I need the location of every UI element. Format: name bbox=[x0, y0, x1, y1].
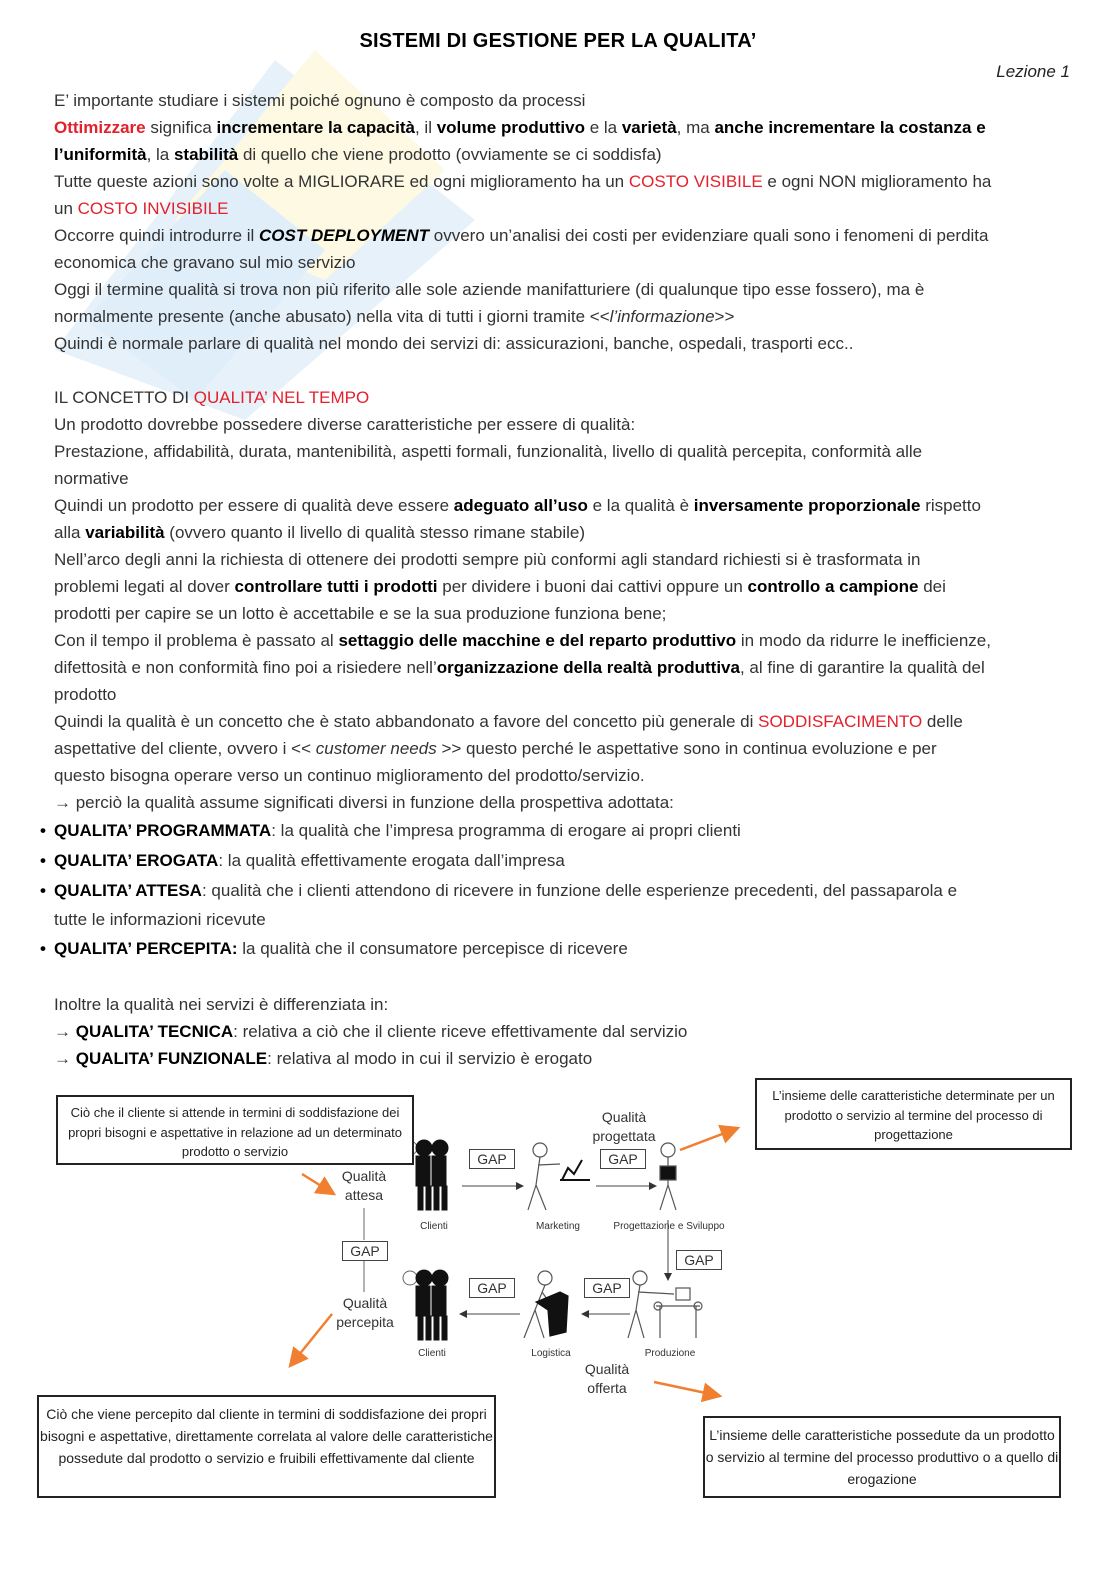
bold-term: QUALITA’ PERCEPITA: bbox=[54, 939, 238, 958]
actor-label: Clienti bbox=[418, 1348, 446, 1359]
bold-term: anche incrementare la costanza e bbox=[714, 118, 986, 137]
actor-label: Progettazione e Sviluppo bbox=[613, 1221, 725, 1232]
text-span: problemi legati al dover bbox=[54, 577, 235, 596]
bold-term: variabilità bbox=[85, 523, 165, 542]
text-span: IL CONCETTO DI bbox=[54, 388, 194, 407]
clienti-bottom-figure bbox=[403, 1270, 448, 1340]
quality-over-time-section bbox=[54, 384, 1074, 816]
bold-term: volume produttivo bbox=[436, 118, 585, 137]
bold-italic-term: COST DEPLOYMENT bbox=[259, 226, 430, 245]
marketing-figure bbox=[528, 1143, 590, 1210]
gap-box: GAP bbox=[600, 1149, 646, 1169]
bold-term: QUALITA’ FUNZIONALE bbox=[75, 1049, 268, 1068]
gap-box: GAP bbox=[342, 1241, 388, 1261]
text-line bbox=[54, 222, 1074, 249]
text-line: Prestazione, affidabilità, durata, mantenibilità, aspetti formali, funzionalità, livello di qualità percepita, conformità alle bbox=[54, 442, 923, 461]
text-span: : relativa a ciò che il cliente riceve effettivamente dal servizio bbox=[233, 1022, 688, 1041]
bold-term: QUALITA’ EROGATA bbox=[54, 851, 219, 870]
text-line bbox=[54, 708, 1074, 735]
text-line: economica che gravano sul mio servizio bbox=[54, 253, 356, 272]
text-span: in modo da ridurre le inefficienze, bbox=[736, 631, 991, 650]
orange-arrow bbox=[654, 1382, 720, 1396]
text-span: Quindi un prodotto per essere di qualità deve essere bbox=[54, 496, 454, 515]
list-item bbox=[54, 846, 1074, 876]
text-span: significa bbox=[145, 118, 217, 137]
text-span: (ovvero quanto il livello di qualità stesso rimane stabile) bbox=[164, 523, 586, 542]
label-line: offerta bbox=[587, 1380, 627, 1396]
label-qualita-offerta bbox=[570, 1360, 644, 1398]
text-span: alla bbox=[54, 523, 86, 542]
text-line bbox=[54, 735, 1074, 762]
gap-box: GAP bbox=[469, 1278, 515, 1298]
offered-quality-note: L’insieme delle caratteristiche possedute da un prodotto o servizio al termine del processo produttivo o a quello di erogazione bbox=[703, 1416, 1061, 1498]
bold-term: controllare tutti i prodotti bbox=[234, 577, 438, 596]
text-span: : la qualità che l’impresa programma di erogare ai propri clienti bbox=[271, 821, 741, 840]
progettazione-figure bbox=[660, 1143, 676, 1210]
text-line: Inoltre la qualità nei servizi è differenziata in: bbox=[54, 995, 389, 1014]
text-line bbox=[54, 168, 1074, 195]
text-span: aspettative del cliente, ovvero i << bbox=[54, 739, 316, 758]
gap-box: GAP bbox=[584, 1278, 630, 1298]
bold-term: stabilità bbox=[173, 145, 239, 164]
expected-quality-note: Ciò che il cliente si attende in termini di soddisfazione dei propri bisogni e aspettative in relazione ad un determinato prodotto o servizio bbox=[56, 1095, 414, 1165]
arrow-right-icon: → bbox=[54, 1022, 76, 1041]
text-span: >> bbox=[714, 307, 735, 326]
bold-term: QUALITA’ ATTESA bbox=[54, 881, 202, 900]
label-line: Qualità bbox=[341, 1168, 387, 1184]
text-line bbox=[54, 141, 1074, 168]
bold-term: settaggio delle macchine e del reparto produttivo bbox=[338, 631, 737, 650]
text-span: e la qualità è bbox=[587, 496, 694, 515]
text-span: ovvero un’analisi dei costi per evidenziare quali sono i fenomeni di perdita bbox=[429, 226, 989, 245]
text-span: >> questo perché le aspettative sono in continua evoluzione e per bbox=[436, 739, 937, 758]
service-quality-section bbox=[54, 991, 1074, 1072]
text-span: difettosità e non conformità fino poi a risiedere nell’ bbox=[54, 658, 437, 677]
italic-term: l’informazione bbox=[609, 307, 715, 326]
label-line: Qualità bbox=[342, 1295, 388, 1311]
section-heading bbox=[54, 384, 1074, 411]
text-line bbox=[54, 114, 1074, 141]
text-line bbox=[54, 303, 1074, 330]
bold-term: controllo a campione bbox=[747, 577, 919, 596]
red-term: SODDISFACIMENTO bbox=[758, 712, 923, 731]
quality-gap-diagram bbox=[0, 1070, 1116, 1500]
label-line: percepita bbox=[336, 1314, 394, 1330]
text-span: , al fine di garantire la qualità del bbox=[739, 658, 985, 677]
actor-label: Logistica bbox=[531, 1348, 571, 1359]
text-line: Nell’arco degli anni la richiesta di ottenere dei prodotti sempre più conformi agli standard richiesti si è trasformata in bbox=[54, 550, 921, 569]
text-line bbox=[54, 195, 1074, 222]
text-span: , ma bbox=[676, 118, 715, 137]
designed-quality-note: L’insieme delle caratteristiche determinate per un prodotto o servizio al termine del processo di progettazione bbox=[755, 1078, 1072, 1150]
text-line bbox=[54, 654, 1074, 681]
red-term: QUALITA’ NEL TEMPO bbox=[193, 388, 370, 407]
text-line: questo bisogna operare verso un continuo miglioramento del prodotto/servizio. bbox=[54, 766, 645, 785]
gap-box: GAP bbox=[676, 1250, 722, 1270]
text-span: Tutte queste azioni sono volte a MIGLIORARE ed ogni miglioramento ha un bbox=[54, 172, 629, 191]
bold-term: QUALITA’ PROGRAMMATA bbox=[54, 821, 272, 840]
text-line bbox=[54, 573, 1074, 600]
text-span: la qualità che il consumatore percepisce di ricevere bbox=[237, 939, 628, 958]
list-item bbox=[54, 1045, 1074, 1072]
highlight-term: Ottimizzare bbox=[54, 118, 146, 137]
text-line bbox=[54, 627, 1074, 654]
text-span: normalmente presente (anche abusato) nella vita di tutti i giorni tramite << bbox=[54, 307, 610, 326]
list-item-continuation: tutte le informazioni ricevute bbox=[54, 910, 266, 929]
list-item bbox=[54, 934, 1074, 964]
label-qualita-attesa bbox=[328, 1167, 400, 1205]
text-line: → perciò la qualità assume significati diversi in funzione della prospettiva adottata: bbox=[54, 793, 674, 812]
list-item bbox=[54, 876, 1074, 906]
text-span: Con il tempo il problema è passato al bbox=[54, 631, 339, 650]
label-qualita-percepita bbox=[326, 1294, 404, 1332]
italic-term: customer needs bbox=[315, 739, 437, 758]
actor-label: Produzione bbox=[644, 1348, 696, 1359]
bold-term: varietà bbox=[621, 118, 677, 137]
label-line: progettata bbox=[592, 1128, 656, 1144]
label-line: Qualità bbox=[584, 1361, 630, 1377]
bold-term: l’uniformità bbox=[54, 145, 147, 164]
bold-term: inversamente proporzionale bbox=[693, 496, 921, 515]
text-span: dei bbox=[918, 577, 946, 596]
intro-section bbox=[54, 87, 1074, 357]
bold-term: QUALITA’ TECNICA bbox=[75, 1022, 234, 1041]
text-span: per dividere i buoni dai cattivi oppure un bbox=[437, 577, 748, 596]
text-span: di quello che viene prodotto (ovviamente se ci soddisfa) bbox=[238, 145, 662, 164]
text-span: un bbox=[54, 199, 78, 218]
list-item bbox=[54, 816, 1074, 846]
label-line: attesa bbox=[344, 1187, 384, 1203]
text-span: : qualità che i clienti attendono di ricevere in funzione delle esperienze precedenti, del passaparola e bbox=[201, 881, 958, 900]
actor-label: Clienti bbox=[420, 1221, 448, 1232]
text-line: prodotto bbox=[54, 685, 117, 704]
gap-box: GAP bbox=[469, 1149, 515, 1169]
orange-arrow bbox=[680, 1128, 738, 1150]
bold-term: adeguato all’uso bbox=[453, 496, 588, 515]
text-span: : relativa al modo in cui il servizio è erogato bbox=[267, 1049, 593, 1068]
text-line bbox=[54, 519, 1074, 546]
bold-term: incrementare la capacità bbox=[216, 118, 415, 137]
text-span: e la bbox=[584, 118, 622, 137]
text-line: E’ importante studiare i sistemi poiché ognuno è composto da processi bbox=[54, 91, 586, 110]
text-span: , la bbox=[146, 145, 174, 164]
text-line: Un prodotto dovrebbe possedere diverse caratteristiche per essere di qualità: bbox=[54, 415, 636, 434]
text-line bbox=[54, 492, 1074, 519]
red-term: COSTO VISIBILE bbox=[628, 172, 763, 191]
list-item bbox=[54, 1018, 1074, 1045]
quality-types-list bbox=[54, 816, 1074, 964]
label-qualita-progettata bbox=[584, 1108, 664, 1146]
lesson-label: Lezione 1 bbox=[996, 62, 1070, 81]
text-span: : la qualità effettivamente erogata dall’impresa bbox=[218, 851, 565, 870]
page-title: SISTEMI DI GESTIONE PER LA QUALITA’ bbox=[359, 30, 757, 52]
bold-term: organizzazione della realtà produttiva bbox=[436, 658, 740, 677]
text-span: Occorre quindi introdurre il bbox=[54, 226, 260, 245]
produzione-figure bbox=[628, 1271, 702, 1338]
label-line: Qualità bbox=[601, 1109, 647, 1125]
text-span: rispetto bbox=[920, 496, 981, 515]
perceived-quality-note: Ciò che viene percepito dal cliente in termini di soddisfazione dei propri bisogni e aspettative, direttamente correlata al valore delle caratteristiche possedute dal prodotto o servizio e fruibili effettivamente dal cliente bbox=[37, 1395, 496, 1498]
red-term: COSTO INVISIBILE bbox=[77, 199, 229, 218]
text-line: Oggi il termine qualità si trova non più riferito alle sole aziende manifatturiere (di qualunque tipo esse fossero), ma è bbox=[54, 280, 925, 299]
text-span: Quindi la qualità è un concetto che è stato abbandonato a favore del concetto più generale di bbox=[54, 712, 759, 731]
text-line: normative bbox=[54, 469, 129, 488]
text-line: prodotti per capire se un lotto è accettabile e se la sua produzione funziona bene; bbox=[54, 604, 667, 623]
arrow-right-icon: → bbox=[54, 1049, 76, 1068]
text-span: e ogni NON miglioramento ha bbox=[762, 172, 992, 191]
actor-label: Marketing bbox=[536, 1221, 580, 1232]
text-line: Quindi è normale parlare di qualità nel mondo dei servizi di: assicurazioni, banche, ospedali, trasporti ecc.. bbox=[54, 334, 854, 353]
text-span: , il bbox=[414, 118, 437, 137]
logistica-figure bbox=[524, 1271, 568, 1338]
text-span: delle bbox=[922, 712, 963, 731]
